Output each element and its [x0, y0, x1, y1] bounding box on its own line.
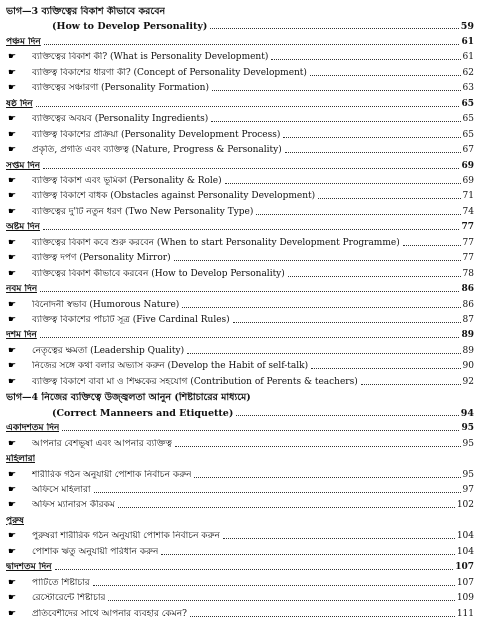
toc-page-number: 95	[462, 469, 474, 480]
pointing-hand-icon: ☛	[8, 577, 17, 588]
pointing-hand-icon: ☛	[8, 608, 17, 619]
pointing-hand-icon: ☛	[8, 469, 17, 480]
toc-page-number: 86	[461, 284, 474, 295]
toc-entry-text: ব্যক্তিত্বের দু'টি নতুন ধরণ (Two New Personality Type)	[32, 206, 254, 217]
toc-entry-text: পার্টিতে শিষ্টাচার	[32, 577, 90, 588]
toc-entry-text: ভাগ—4 নিজের ব্যক্তিত্বে উজ্জ্বলতা আনুন (শিষ্টাচারের মাধ্যমে)	[6, 392, 251, 404]
dot-leader	[174, 260, 461, 261]
toc-page-number: 74	[462, 206, 474, 217]
dot-leader	[212, 90, 461, 91]
toc-row-day	[6, 325, 480, 341]
toc-page-number: 71	[462, 191, 474, 202]
toc-page-number: 69	[461, 160, 474, 171]
toc-row-sec	[6, 511, 480, 527]
toc-row-item	[8, 202, 480, 218]
toc-entry-text: ব্যক্তিত্ব দর্পণ (Personality Mirror)	[32, 253, 171, 264]
dot-leader	[187, 353, 460, 354]
dot-leader	[225, 183, 461, 184]
pointing-hand-icon: ☛	[8, 83, 17, 94]
toc-row-day	[6, 418, 480, 434]
toc-page-number: 77	[462, 253, 474, 264]
dot-leader	[55, 569, 454, 570]
toc-page-number: 107	[456, 577, 474, 588]
dot-leader	[288, 276, 461, 277]
dot-leader	[403, 245, 461, 246]
dot-leader	[93, 585, 455, 586]
dot-leader	[210, 28, 458, 29]
toc-row-item	[8, 356, 480, 372]
toc-entry-text: মহিলারা	[6, 454, 36, 464]
toc-entry-text: ব্যক্তিত্ব বিকাশে বাবা মা ও শিক্ষকের সহযোগ (Contribution of Perents & teachers)	[32, 376, 358, 387]
pointing-hand-icon: ☛	[8, 268, 17, 279]
toc-page-number: 78	[462, 268, 474, 279]
toc-row-item	[8, 295, 480, 311]
pointing-hand-icon: ☛	[8, 361, 17, 372]
toc-entry-text: ব্যক্তিত্ব বিকাশের পাঁচটি সূত্র (Five Cardinal Rules)	[32, 315, 230, 325]
toc-page-number: 107	[455, 562, 474, 573]
toc-row-item	[8, 140, 480, 156]
dot-leader	[256, 214, 460, 215]
toc-entry-text: একাদশতম দিন	[6, 423, 60, 434]
toc-page-number: 109	[456, 593, 474, 604]
pointing-hand-icon: ☛	[8, 484, 17, 495]
pointing-hand-icon: ☛	[8, 593, 17, 604]
pointing-hand-icon: ☛	[8, 253, 17, 264]
toc-entry-text: দ্বাদশতম দিন	[6, 562, 52, 573]
pointing-hand-icon: ☛	[8, 206, 17, 217]
toc-row-item	[8, 47, 480, 63]
toc-page-number: 90	[462, 361, 474, 372]
pointing-hand-icon: ☛	[8, 129, 17, 140]
toc-entry-text: ব্যক্তিত্ব বিকাশ এবং ভূমিকা (Personality & Role)	[32, 175, 222, 186]
toc-entry-text: ব্যক্তিত্বের বিকাশ কী? (What is Personality Development)	[32, 52, 269, 63]
toc-entry-text: ব্যক্তিত্ব বিকাশের ধারণা কী? (Concept of Personality Development)	[32, 67, 307, 78]
toc-row-item	[8, 264, 480, 280]
toc-entry-text: ভাগ—3 ব্যক্তিত্বের বিকাশ কীভাবে করবেন	[6, 6, 166, 17]
toc-page-number: 59	[460, 21, 474, 33]
toc-page-number: 94	[460, 407, 474, 419]
dot-leader	[40, 337, 460, 338]
pointing-hand-icon: ☛	[8, 500, 17, 511]
dot-leader	[94, 492, 461, 493]
pointing-hand-icon: ☛	[8, 376, 17, 387]
toc-row-item	[8, 125, 480, 141]
toc-row-item	[8, 171, 480, 187]
toc-row-item	[8, 341, 480, 357]
toc-row-part	[6, 1, 480, 17]
toc-entry-text: অফিস ম্যানারস কীরকম	[32, 500, 115, 511]
dot-leader	[194, 477, 460, 478]
dot-leader	[175, 446, 461, 447]
toc-entry-text: নবম দিন	[6, 284, 38, 295]
toc-entry-text: ব্যক্তিত্বের অবয়ব (Personality Ingredients)	[32, 114, 209, 125]
pointing-hand-icon: ☛	[8, 175, 17, 186]
toc-page-number: 104	[456, 531, 474, 542]
toc-row-day	[6, 557, 480, 573]
toc-row-item	[8, 588, 480, 604]
toc-page-number: 69	[462, 175, 474, 186]
pointing-hand-icon: ☛	[8, 438, 17, 449]
toc-entry-text: ব্যক্তিত্বের বিকাশ কবে শুরু করবেন (When to start Personality Development Programme)	[32, 237, 400, 248]
toc-entry-text: ব্যক্তিত্বের বিকাশ কীভাবে করবেন (How to Develop Personality)	[32, 268, 285, 279]
toc-page-number: 87	[462, 315, 474, 325]
toc-entry-text: ব্যক্তিত্বের সঞ্চারণা (Personality Formation)	[32, 83, 209, 94]
toc-entry-text: ষষ্ঠ দিন	[6, 98, 33, 109]
toc-entry-text: প্রকৃতি, প্রগতি এবং ব্যক্তিত্ব (Nature, Progress & Personality)	[32, 145, 282, 155]
toc-entry-text: শারীরিক গঠন অনুযায়ী পোশাক নির্বাচন করুন	[32, 469, 192, 480]
toc-row-item	[8, 495, 480, 511]
dot-leader	[283, 137, 460, 138]
toc-page-number: 89	[462, 345, 474, 356]
toc-entry-text: ব্যক্তিত্ব বিকাশের প্রক্রিয়া (Personality Development Process)	[32, 129, 281, 140]
dot-leader	[62, 430, 459, 431]
toc-row-part	[6, 387, 480, 403]
toc-row-day	[6, 32, 480, 48]
toc-entry-text: পঞ্চম দিন	[6, 36, 41, 47]
toc-row-item	[8, 573, 480, 589]
toc-page-number: 104	[456, 546, 474, 557]
toc-entry-text: অফিসে মহিলারা	[32, 484, 91, 495]
pointing-hand-icon: ☛	[8, 67, 17, 78]
toc-entry-text: অষ্টম দিন	[6, 222, 40, 233]
toc-row-item	[8, 310, 480, 326]
toc-row-item	[8, 372, 480, 388]
toc-row-item	[8, 78, 480, 94]
toc-page-number: 65	[462, 129, 474, 140]
toc-row-item	[8, 233, 480, 249]
toc-entry-text: পোশাক ঋতু অনুযায়ী পরিধান করুন	[32, 546, 159, 557]
dot-leader	[233, 322, 461, 323]
dot-leader	[271, 59, 460, 60]
pointing-hand-icon: ☛	[8, 345, 17, 356]
toc-row-item	[8, 63, 480, 79]
dot-leader	[43, 229, 459, 230]
toc-entry-text: সপ্তম দিন	[6, 160, 41, 171]
dot-leader	[236, 415, 458, 416]
toc-page-number: 95	[462, 438, 474, 449]
toc-page-number: 86	[462, 299, 474, 310]
dot-leader	[182, 307, 460, 308]
dot-leader	[311, 368, 460, 369]
toc-row-item	[8, 542, 480, 558]
dot-leader	[43, 168, 459, 169]
toc-page-number: 77	[462, 237, 474, 248]
dot-leader	[211, 121, 460, 122]
toc-page-number: 61	[461, 36, 474, 47]
dot-leader	[40, 291, 459, 292]
toc-page-number: 62	[462, 67, 474, 78]
toc-row-item	[8, 186, 480, 202]
dot-leader	[118, 507, 455, 508]
toc-row-item	[8, 465, 480, 481]
toc-row-item	[8, 604, 480, 620]
toc-page-number: 65	[461, 98, 474, 109]
pointing-hand-icon: ☛	[8, 531, 17, 542]
dot-leader	[310, 75, 461, 76]
toc-entry-text: ব্যক্তিত্ব বিকাশে বাধক (Obstacles against Personality Development)	[32, 191, 316, 202]
pointing-hand-icon: ☛	[8, 145, 17, 155]
pointing-hand-icon: ☛	[8, 299, 17, 310]
toc-page-number: 97	[462, 484, 474, 495]
pointing-hand-icon: ☛	[8, 52, 17, 63]
toc-row-sub	[52, 16, 480, 32]
toc-entry-text: নিজের সঙ্গে কথা বলার অভ্যাস করুন (Develop the Habit of self-talk)	[32, 361, 309, 372]
pointing-hand-icon: ☛	[8, 191, 17, 202]
toc-row-sec	[6, 449, 480, 465]
dot-leader	[36, 106, 460, 107]
toc-entry-text: আপনার বেশভূষা এবং আপনার ব্যক্তিত্ব	[32, 438, 172, 449]
toc-page-number: 89	[461, 330, 474, 341]
toc-entry-text: পুরুষরা শারীরিক গঠন অনুযায়ী পোশাক নির্বাচন করুন	[32, 531, 220, 542]
toc-entry-text: পুরুষ	[6, 515, 24, 526]
dot-leader	[285, 152, 461, 153]
toc-page-number: 67	[462, 145, 474, 155]
toc-page-number: 77	[461, 222, 474, 233]
dot-leader	[44, 44, 460, 45]
pointing-hand-icon: ☛	[8, 315, 17, 325]
toc-page-number: 61	[462, 52, 474, 63]
dot-leader	[223, 538, 455, 539]
toc-row-item	[8, 480, 480, 496]
toc-page-number: 111	[456, 608, 474, 619]
toc-page-number: 65	[462, 114, 474, 125]
toc-entry-text: (Correct Manneers and Etiquette)	[52, 407, 234, 419]
toc-row-day	[6, 279, 480, 295]
toc-page-number: 92	[462, 376, 474, 387]
dot-leader	[190, 616, 455, 617]
toc-row-item	[8, 434, 480, 450]
toc-entry-text: রেস্টোরেন্টে শিষ্টাচার	[32, 593, 106, 604]
toc-entry-text: নেতৃত্বের ক্ষমতা (Leadership Quality)	[32, 345, 185, 356]
toc-page-number: 95	[461, 423, 474, 434]
toc-page-number: 102	[456, 500, 474, 511]
toc-entry-text: (How to Develop Personality)	[52, 21, 208, 33]
toc-entry-text: দশম দিন	[6, 330, 37, 341]
toc-row-sub	[52, 403, 480, 419]
pointing-hand-icon: ☛	[8, 114, 17, 125]
toc-row-item	[8, 109, 480, 125]
dot-leader	[361, 384, 461, 385]
dot-leader	[318, 198, 460, 199]
toc-row-day	[6, 94, 480, 110]
toc-row-item	[8, 526, 480, 542]
toc-row-day	[6, 217, 480, 233]
pointing-hand-icon: ☛	[8, 546, 17, 557]
dot-leader	[108, 600, 454, 601]
dot-leader	[161, 554, 454, 555]
pointing-hand-icon: ☛	[8, 237, 17, 248]
toc-entry-text: প্রতিবেশীদের সাথে আপনার ব্যবহার কেমন?	[32, 608, 187, 619]
toc-entry-text: বিনোদনী স্বভাব (Humorous Nature)	[32, 299, 180, 310]
toc-row-item	[8, 248, 480, 264]
toc-page-number: 63	[462, 83, 474, 94]
toc-row-day	[6, 156, 480, 172]
